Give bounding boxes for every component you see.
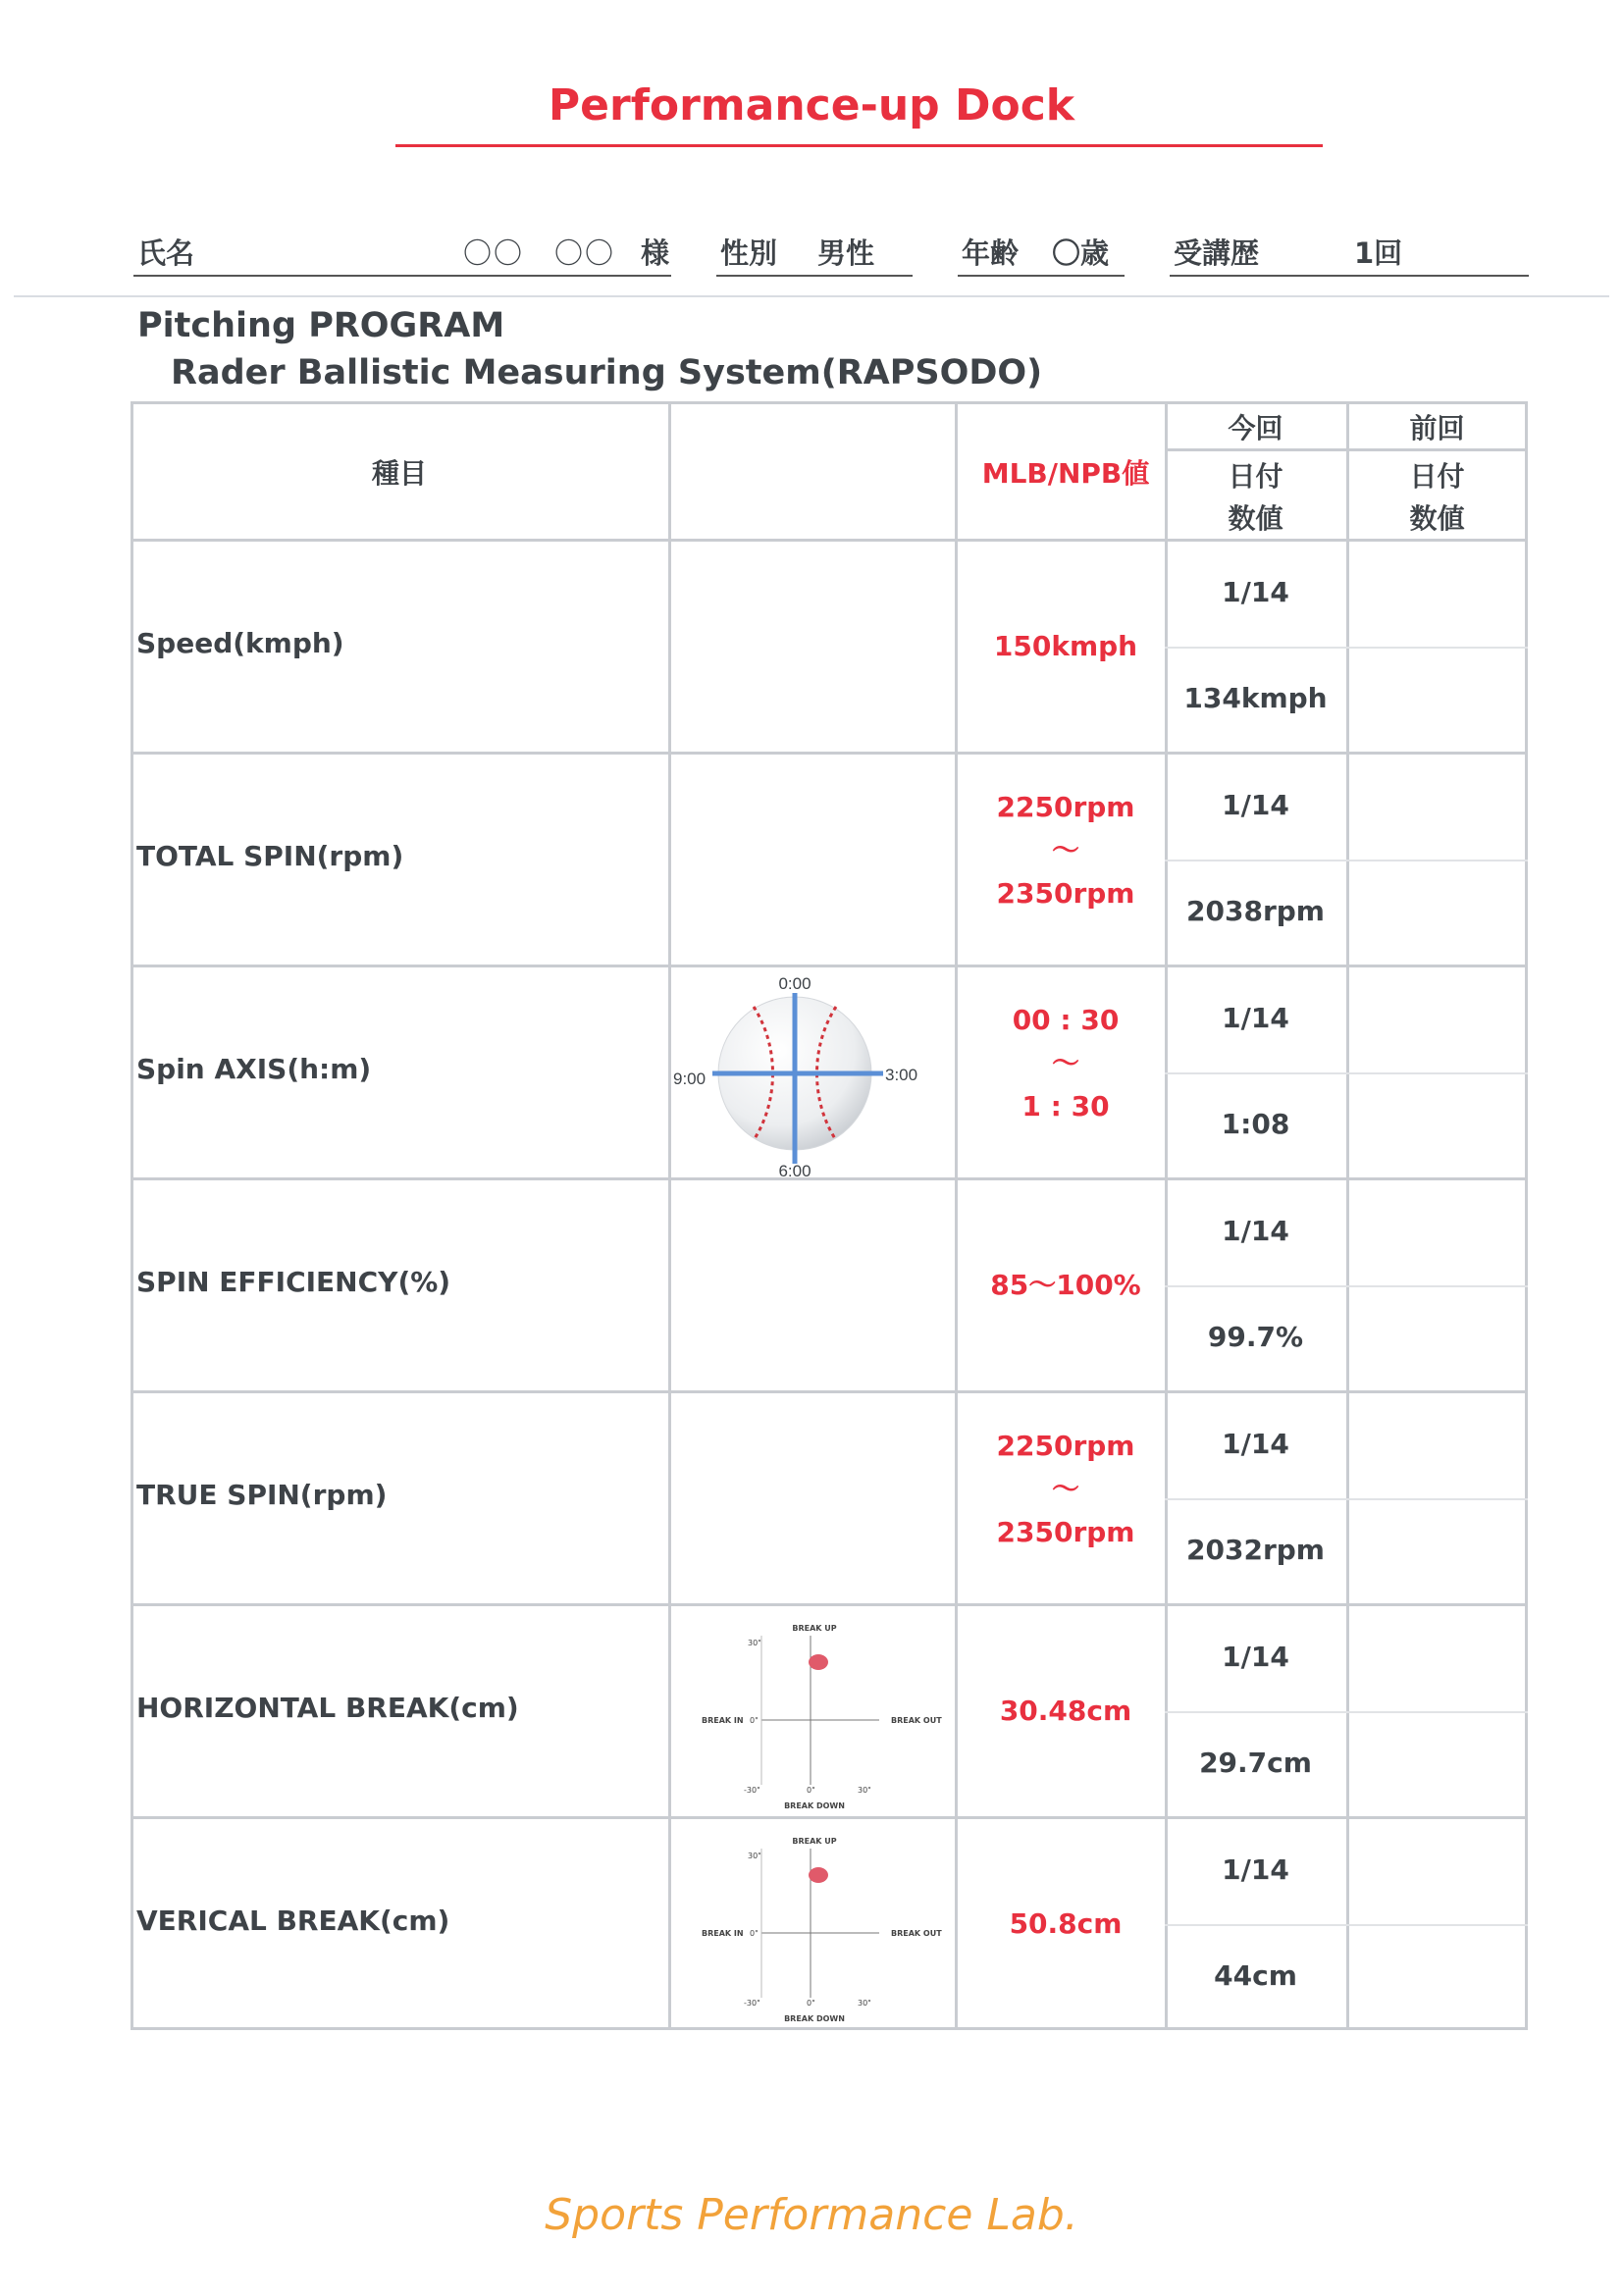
history-label: 受講歴 [1174,236,1260,270]
ref-spin-axis-max: 1 : 30 [1021,1090,1110,1122]
row-label-true-spin: TRUE SPIN(rpm) [136,1479,388,1511]
header-current-date: 日付 [1228,460,1283,493]
ref-spin-axis-tilde: 〜 [1051,1047,1079,1079]
break-out-label: BREAK OUT [891,1716,942,1725]
ref-vertical-break: 50.8cm [1009,1907,1123,1940]
grid-subline [1165,1072,1528,1074]
grid-subline [1165,1924,1528,1926]
grid-hline [131,2027,1528,2030]
row-label-vertical-break: VERICAL BREAK(cm) [136,1905,450,1937]
date-speed: 1/14 [1222,576,1289,608]
header-previous-date: 日付 [1409,460,1465,493]
break-down-label: BREAK DOWN [784,1801,845,1810]
value-horizontal-break: 29.7cm [1199,1747,1312,1779]
tick-top: 30" [748,1639,761,1647]
grid-hline [131,401,1528,404]
tick-x-mid: 0" [807,1786,815,1795]
row-label-spin-efficiency: SPIN EFFICIENCY(%) [136,1266,451,1298]
horizontal-break-chart [671,1606,955,1816]
grid-subline [1165,647,1528,649]
grid-subline [1165,1711,1528,1713]
date-spin-axis: 1/14 [1222,1002,1289,1034]
tick-mid: 0" [750,1929,759,1938]
history-underline [1170,275,1529,277]
break-out-label: BREAK OUT [891,1929,942,1938]
grid-hline [1165,448,1528,451]
value-speed: 134kmph [1183,682,1328,714]
clock-label-bottom: 6:00 [778,1162,812,1177]
break-in-label: BREAK IN [702,1929,744,1938]
system-title: Rader Ballistic Measuring System(RAPSODO) [171,353,1043,392]
results-table [131,401,1528,2030]
vertical-break-chart [671,1819,955,2027]
row-label-spin-axis: Spin AXIS(h:m) [136,1053,372,1085]
honorific: 様 [641,236,670,270]
spin-axis-baseball-diagram [671,967,955,1177]
footer-brand: Sports Performance Lab. [545,2190,1078,2240]
age-value: 〇歳 [1052,236,1110,270]
tick-x-mid: 0" [807,1999,815,2008]
title-underline [395,144,1323,147]
grid-hline [131,752,1528,755]
header-previous: 前回 [1409,412,1465,444]
date-spin-efficiency: 1/14 [1222,1215,1289,1247]
name-value: 〇〇 〇〇 [463,236,616,270]
grid-subline [1165,1498,1528,1500]
grid-subline [1165,1285,1528,1287]
document-title: Performance-up Dock [548,80,1075,130]
section-separator [14,295,1609,297]
date-horizontal-break: 1/14 [1222,1641,1289,1673]
history-value: 1回 [1354,236,1403,270]
ref-speed: 150kmph [993,630,1138,662]
tick-bottom: -30" [744,1999,760,2008]
header-item: 種目 [371,457,427,490]
ref-total-spin-max: 2350rpm [996,877,1135,910]
name-label: 氏名 [137,236,195,270]
program-title: Pitching PROGRAM [137,306,505,345]
row-label-horizontal-break: HORIZONTAL BREAK(cm) [136,1692,519,1724]
ball-marker-icon [809,1654,828,1670]
ball-marker-icon [809,1867,828,1883]
grid-vline [955,401,958,2030]
ref-total-spin-tilde: 〜 [1051,834,1079,866]
name-underline [133,275,671,277]
ref-true-spin-tilde: 〜 [1051,1473,1079,1505]
clock-label-right: 3:00 [885,1066,918,1084]
clock-label-top: 0:00 [778,974,812,993]
grid-vline [1346,401,1349,2030]
tick-x-right: 30" [858,1786,871,1795]
date-vertical-break: 1/14 [1222,1853,1289,1886]
tick-top: 30" [748,1852,761,1860]
gender-value: 男性 [817,236,875,270]
tick-bottom: -30" [744,1786,760,1795]
header-current: 今回 [1228,412,1283,444]
ref-true-spin-min: 2250rpm [996,1430,1135,1462]
break-up-label: BREAK UP [792,1837,837,1846]
value-spin-axis: 1:08 [1221,1108,1290,1140]
header-reference: MLB/NPB値 [981,457,1150,490]
break-in-label: BREAK IN [702,1716,744,1725]
grid-hline [131,1177,1528,1180]
grid-hline [131,539,1528,542]
age-underline [958,275,1125,277]
header-previous-value: 数値 [1409,502,1465,535]
ref-spin-axis-min: 00 : 30 [1012,1004,1120,1036]
ref-true-spin-max: 2350rpm [996,1516,1135,1548]
grid-vline [131,401,133,2030]
clock-label-left: 9:00 [673,1070,707,1088]
age-label: 年齢 [962,236,1020,270]
date-true-spin: 1/14 [1222,1428,1289,1460]
value-spin-efficiency: 99.7% [1207,1321,1304,1353]
header-current-value: 数値 [1228,502,1283,535]
value-true-spin: 2032rpm [1186,1534,1325,1566]
break-down-label: BREAK DOWN [784,2014,845,2023]
break-up-label: BREAK UP [792,1624,837,1633]
ref-total-spin-min: 2250rpm [996,791,1135,823]
date-total-spin: 1/14 [1222,789,1289,821]
gender-underline [716,275,913,277]
tick-mid: 0" [750,1716,759,1725]
grid-vline [1525,401,1528,2030]
grid-subline [1165,860,1528,861]
ref-horizontal-break: 30.48cm [999,1695,1132,1727]
value-total-spin: 2038rpm [1186,895,1325,927]
row-label-speed: Speed(kmph) [136,627,344,659]
grid-hline [131,1390,1528,1393]
tick-x-right: 30" [858,1999,871,2008]
gender-label: 性別 [720,236,778,270]
value-vertical-break: 44cm [1214,1959,1297,1992]
row-label-total-spin: TOTAL SPIN(rpm) [136,840,404,872]
ref-spin-efficiency: 85〜100% [990,1269,1141,1301]
